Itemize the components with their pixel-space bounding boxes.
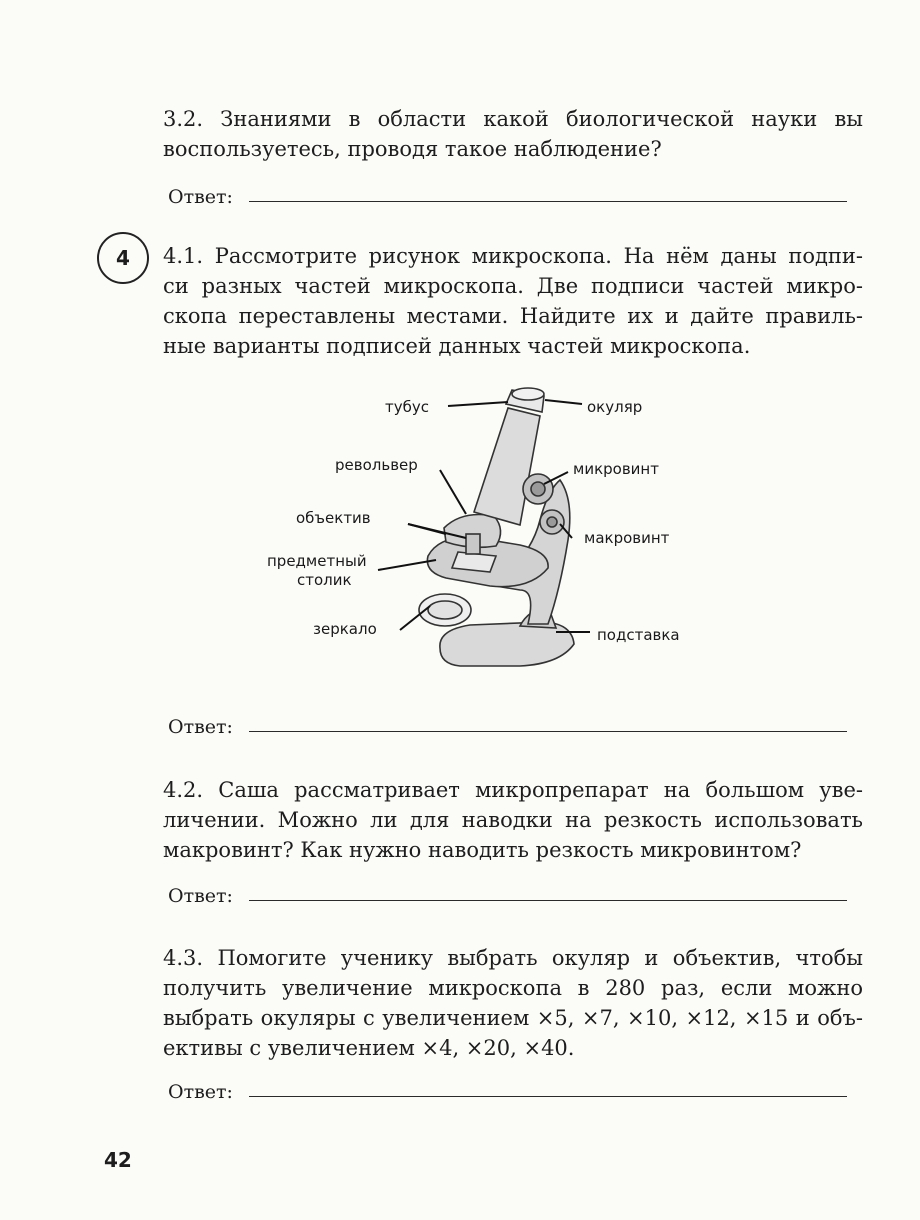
label-stolik-line1: предметный: [267, 552, 367, 570]
answer-line[interactable]: [249, 900, 847, 901]
label-okular: окуляр: [587, 398, 643, 416]
question-text-line: выбрать окуляры с увеличением ×5, ×7, ×10, ×12, ×15 и объ-: [163, 1006, 863, 1030]
answer-line[interactable]: [249, 1096, 847, 1097]
question-text-line: воспользуетесь, проводя такое наблюдение?: [163, 137, 662, 161]
question-4-2: [163, 775, 863, 865]
question-text-line: 4.2. Саша рассматривает микропрепарат на большом уве-: [163, 778, 863, 802]
question-text-line: 3.2. Знаниями в области какой биологической науки вы: [163, 107, 863, 131]
question-4-3: [163, 943, 863, 1063]
question-text-line: ективы с увеличением ×4, ×20, ×40.: [163, 1036, 575, 1060]
question-text-line: личении. Можно ли для наводки на резкость использовать: [163, 808, 863, 832]
question-text-line: си разных частей микроскопа. Две подписи частей микро-: [163, 274, 863, 298]
answer-label: Ответ:: [168, 885, 233, 907]
page-number: 42: [104, 1148, 132, 1172]
label-obektiv: объектив: [296, 509, 371, 527]
label-podstavka: подставка: [597, 626, 680, 644]
label-tubus: тубус: [385, 398, 429, 416]
answer-line[interactable]: [249, 731, 847, 732]
question-text-line: 4.3. Помогите ученику выбрать окуляр и объектив, чтобы: [163, 946, 863, 970]
microscope-drawing: [419, 388, 574, 666]
answer-label: Ответ:: [168, 1081, 233, 1103]
answer-4-3: [168, 1081, 847, 1103]
label-mikrovint: микровинт: [573, 460, 659, 478]
label-makrovint: макровинт: [584, 529, 670, 547]
label-revolver: револьвер: [335, 456, 418, 474]
question-text-line: 4.1. Рассмотрите рисунок микроскопа. На нём даны подпи-: [163, 244, 863, 268]
answer-label: Ответ:: [168, 716, 233, 738]
answer-label: Ответ:: [168, 186, 233, 208]
task-number: 4: [116, 246, 130, 270]
label-stolik-line2: столик: [297, 571, 352, 589]
question-text-line: ные варианты подписей данных частей микроскопа.: [163, 334, 751, 358]
answer-4-2: [168, 885, 847, 907]
question-text-line: получить увеличение микроскопа в 280 раз, если можно: [163, 976, 863, 1000]
question-text-line: скопа переставлены местами. Найдите их и дайте правиль-: [163, 304, 863, 328]
question-text-line: макровинт? Как нужно наводить резкость микровинтом?: [163, 838, 802, 862]
answer-4-1: [168, 716, 847, 738]
label-zerkalo: зеркало: [313, 620, 377, 638]
